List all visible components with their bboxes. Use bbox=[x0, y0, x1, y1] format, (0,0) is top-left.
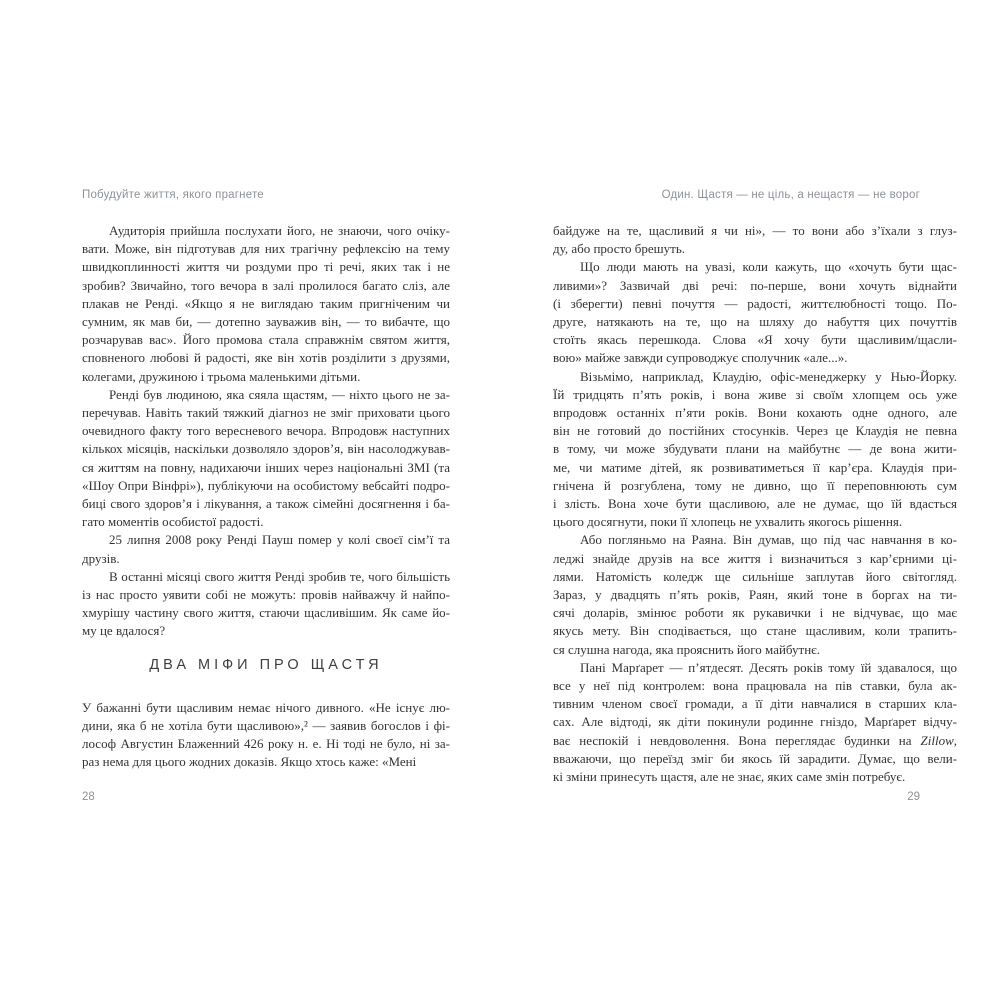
body-line: вою» майже завжди супроводжує сполучник «але...». bbox=[553, 350, 848, 366]
body-line: ває неспокій і невдоволення. Вона переглядає будинки на Zillow, bbox=[553, 732, 957, 748]
body-line: друге, натякають на те, що на шляху до набуття цих почуттів bbox=[553, 314, 957, 330]
body-line: В останні місяці свого життя Ренді зробив те, чого більшість bbox=[109, 568, 450, 584]
body-line: ливими»? Зазвичай дві речі: по-перше, вони хочуть віднайти bbox=[553, 277, 957, 293]
body-line: сумним, як мав би, — дотепно зауважив він, — то вибачте, що bbox=[82, 314, 450, 330]
body-line: ду, або просто брешуть. bbox=[553, 241, 686, 257]
left-page-number: 28 bbox=[82, 791, 95, 803]
body-line: биці свого здоров’я і лікування, а також сімейні досягнення і ба- bbox=[82, 496, 450, 512]
body-line: (і зберегти) певні почуття — радості, життєлюбності тощо. По- bbox=[553, 295, 957, 311]
body-line: вати. Може, він підготував для них трагічну рефлексію на тему bbox=[82, 241, 450, 257]
body-line: му це вдалося? bbox=[82, 623, 166, 639]
body-line: все у неї під контролем: вона працювала на пів ставки, була ак- bbox=[553, 678, 957, 694]
body-line: і злість. Вона хоче бути щасливою, але не думає, що їй вдасться bbox=[553, 496, 957, 512]
body-paragraph bbox=[553, 531, 957, 658]
right-page-text-column bbox=[553, 222, 957, 786]
body-line: Або погляньмо на Раяна. Він думав, що під час навчання в ко- bbox=[580, 532, 957, 548]
body-line: дини, яка б не хотіла бути щасливою»,² — заявив богослов і фі- bbox=[82, 717, 450, 733]
body-line: ся слушна нагода, яка прояснить його майбутнє. bbox=[553, 641, 821, 657]
body-line: цього досягнути, поки її хлопець не ухвалить якогось рішення. bbox=[553, 514, 903, 530]
body-line: друзів. bbox=[82, 550, 120, 566]
body-paragraph bbox=[82, 531, 450, 567]
body-line: лософ Августин Блаженний 426 року н. е. Ні тоді не було, ні за- bbox=[82, 736, 450, 752]
right-page-body bbox=[553, 222, 957, 786]
body-line: плакав не Ренді. «Якщо я не виглядаю таким пригніченим чи bbox=[82, 295, 450, 311]
body-paragraph bbox=[553, 258, 957, 367]
body-line: сах. Але відтоді, як діти покинули родинне гніздо, Марґарет відчу- bbox=[553, 714, 957, 730]
left-page-body-bottom bbox=[82, 699, 450, 772]
body-line: раз нема для цього жодних доказів. Якщо хтось каже: «Мені bbox=[82, 754, 417, 770]
body-line: розчарував вас». Його промова стала справжнім святом життя, bbox=[82, 332, 450, 348]
body-line: леджі знайде друзів на все життя і визначиться з кар’єрними ці- bbox=[553, 550, 957, 566]
body-line: в тому, чи може збудувати плани на майбутнє — де вона жити- bbox=[553, 441, 957, 457]
body-line: він не готовий до постійних стосунків. Через це Клаудія не певна bbox=[553, 423, 957, 439]
body-paragraph bbox=[553, 222, 957, 258]
body-line: Аудиторія прийшла послухати його, не знаючи, чого очіку- bbox=[109, 223, 450, 238]
section-heading: ДВА МІФИ ПРО ЩАСТЯ bbox=[149, 656, 383, 673]
body-paragraph bbox=[553, 368, 957, 532]
body-paragraph bbox=[82, 386, 450, 532]
body-line: колегами, дружиною і трьома маленькими дітьми. bbox=[82, 368, 361, 384]
body-line: гнічена й розгублена, тому не дивно, що її переповнюють сум bbox=[553, 477, 957, 493]
body-line: «Шоу Опри Вінфрі»), публікуючи на особистому вебсайті подро- bbox=[82, 477, 450, 493]
body-line: перечував. Навіть такий тяжкий діагноз не зміг приховати цього bbox=[82, 405, 450, 421]
body-line: впродовж останніх п’яти років. Вони кохають одне одного, але bbox=[553, 405, 957, 421]
body-line: швидкоплинності життя чи роздуми про ті речі, яких так і не bbox=[82, 259, 450, 275]
body-line: стоїть якась перешкода. Слова «Я хочу бути щасливим/щасли- bbox=[553, 332, 957, 348]
body-line: Що люди мають на увазі, коли кажуть, що «хочуть бути щас- bbox=[580, 259, 957, 275]
right-page-number: 29 bbox=[907, 791, 920, 803]
body-paragraph bbox=[82, 699, 450, 772]
body-line: сячі доларів, змінює роботи як рукавички і не відчуває, що має bbox=[553, 605, 957, 621]
body-line: ся життям на повну, надихаючи інших через національні ЗМІ (та bbox=[82, 459, 450, 475]
body-line: Ренді був людиною, яка сяяла щастям, — ніхто цього не за- bbox=[109, 386, 450, 402]
body-line: гато моментів особистої радості. bbox=[82, 514, 264, 530]
body-line: якусь мету. Він сподівається, що стане щасливим, коли трапить- bbox=[553, 623, 957, 639]
body-line: Візьмімо, наприклад, Клаудію, офіс-менеджерку у Нью-Йорку. bbox=[580, 368, 957, 384]
body-paragraph bbox=[82, 568, 450, 641]
body-line: вважаючи, що переїзд зміг би якось їй зарадити. Думає, що вели- bbox=[553, 750, 957, 766]
body-line: тивним членом своєї громади, а її діти навчалися в старших кла- bbox=[553, 696, 957, 712]
left-running-header: Побудуйте життя, якого прагнете bbox=[82, 189, 264, 201]
body-line: ме, чи матиме дітей, як розвиватиметься її кар’єра. Клаудія при- bbox=[553, 459, 957, 475]
right-running-header: Один. Щастя — не ціль, а нещастя — не ворог bbox=[661, 189, 920, 201]
body-line: Їй тридцять п’ять років, і вона живе зі своїм хлопцем ось уже bbox=[553, 386, 957, 402]
body-line: очевидного факту того вересневого вечора. Впродовж наступних bbox=[82, 423, 450, 439]
body-line: байдуже на те, щасливий я чи ні», — то вони або з’їхали з глуз- bbox=[553, 223, 957, 238]
body-line: кі зміни принесуть щастя, але не знає, яких саме змін потребує. bbox=[553, 769, 906, 785]
body-line: Пані Марґарет — п’ятдесят. Десять років тому їй здавалося, що bbox=[580, 659, 957, 675]
body-paragraph bbox=[82, 222, 450, 386]
body-line: зробив? Звичайно, того вечора в залі пролилося багато сліз, але bbox=[82, 277, 450, 293]
body-line: Зараз, у двадцять п’ять років, Раян, який тоне в боргах на ти- bbox=[553, 587, 957, 603]
left-page-text-column bbox=[82, 222, 450, 771]
left-page-body-top bbox=[82, 222, 450, 641]
body-line: сповненого любові й радості, яке він хотів розділити з друзями, bbox=[82, 350, 450, 366]
body-line: лями. Натомість коледж ще сильніше заплутав його світогляд. bbox=[553, 568, 957, 584]
body-line: хмурішу частину свого життя, стаючи щасливішим. Як саме йо- bbox=[82, 605, 450, 621]
body-line: кількох місяців, наскільки дозволяло здоров’я, він насолоджував- bbox=[82, 441, 450, 457]
body-paragraph bbox=[553, 659, 957, 786]
body-line: 25 липня 2008 року Ренді Пауш помер у колі своєї сім’ї та bbox=[109, 532, 450, 548]
body-line: У бажанні бути щасливим немає нічого дивного. «Не існує лю- bbox=[82, 699, 450, 715]
body-line: із нас просто уявити собі не можуть: провів найважчу й найпо- bbox=[82, 587, 450, 603]
